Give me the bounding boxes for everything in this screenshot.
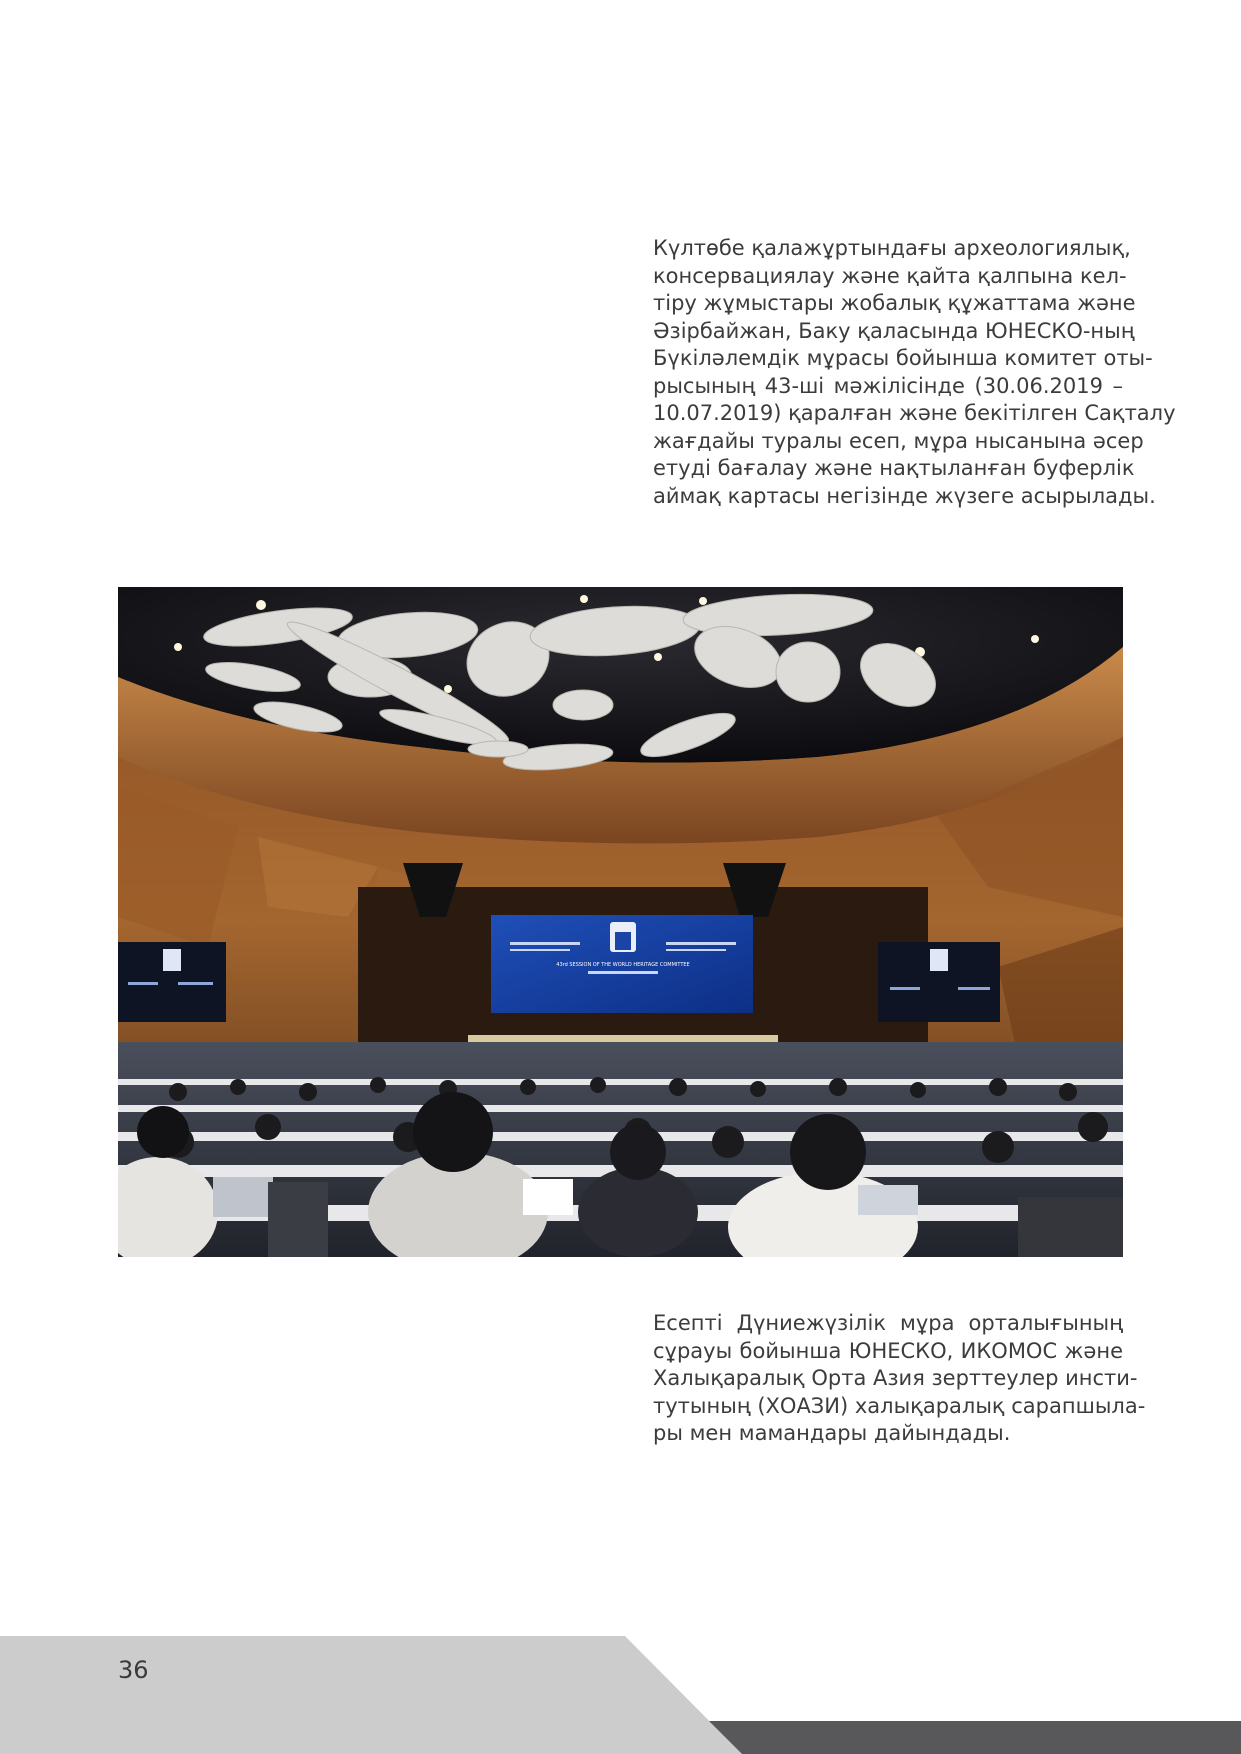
paragraph-line: рысының 43-ші мәжілісінде (30.06.2019 – xyxy=(653,373,1123,398)
footer-light-band xyxy=(0,1636,742,1754)
paragraph-line: етуді бағалау және нақтыланған буферлік xyxy=(653,456,1135,480)
paragraph-line: Әзірбайжан, Баку қаласында ЮНЕСКО-ның xyxy=(653,318,1135,343)
footer-band xyxy=(0,1636,1241,1754)
page-number: 36 xyxy=(118,1656,149,1684)
paragraph-line: Бүкіләлемдік мұрасы бойынша комитет оты- xyxy=(653,346,1153,370)
paragraph-line: жағдайы туралы есеп, мұра нысанына әсер xyxy=(653,428,1144,453)
body-paragraph-bottom xyxy=(653,1310,1146,1448)
right-side-screen xyxy=(878,942,1000,1022)
conference-hall-photo xyxy=(118,587,1123,1257)
screen-main-text: 43rd SESSION OF THE WORLD HERITAGE COMMITTEE xyxy=(556,962,690,968)
paragraph-line: Күлтөбе қалажұртындағы археологиялық, xyxy=(653,236,1131,260)
paragraph-line: тутының (ХОАЗИ) халықаралық сарапшыла- xyxy=(653,1393,1146,1418)
main-stage-screen xyxy=(491,915,753,1013)
paragraph-line: 10.07.2019) қаралған және бекітілген Сақталу xyxy=(653,401,1176,425)
paragraph-line: Есепті Дүниежүзілік мұра орталығының xyxy=(653,1311,1123,1335)
paragraph-line: аймақ картасы негізінде жүзеге асырылады. xyxy=(653,483,1156,508)
paragraph-line: консервациялау және қайта қалпына кел- xyxy=(653,263,1127,288)
paragraph-line: сұрауы бойынша ЮНЕСКО, ИКОМОС және xyxy=(653,1338,1123,1363)
paragraph-line: ры мен мамандары дайындады. xyxy=(653,1421,1011,1445)
footer-dark-band xyxy=(709,1721,1241,1754)
paragraph-line: тіру жұмыстары жобалық құжаттама және xyxy=(653,291,1136,315)
left-side-screen xyxy=(118,942,226,1022)
paragraph-line: Халықаралық Орта Азия зерттеулер инсти- xyxy=(653,1366,1138,1390)
body-paragraph-top xyxy=(653,235,1176,510)
